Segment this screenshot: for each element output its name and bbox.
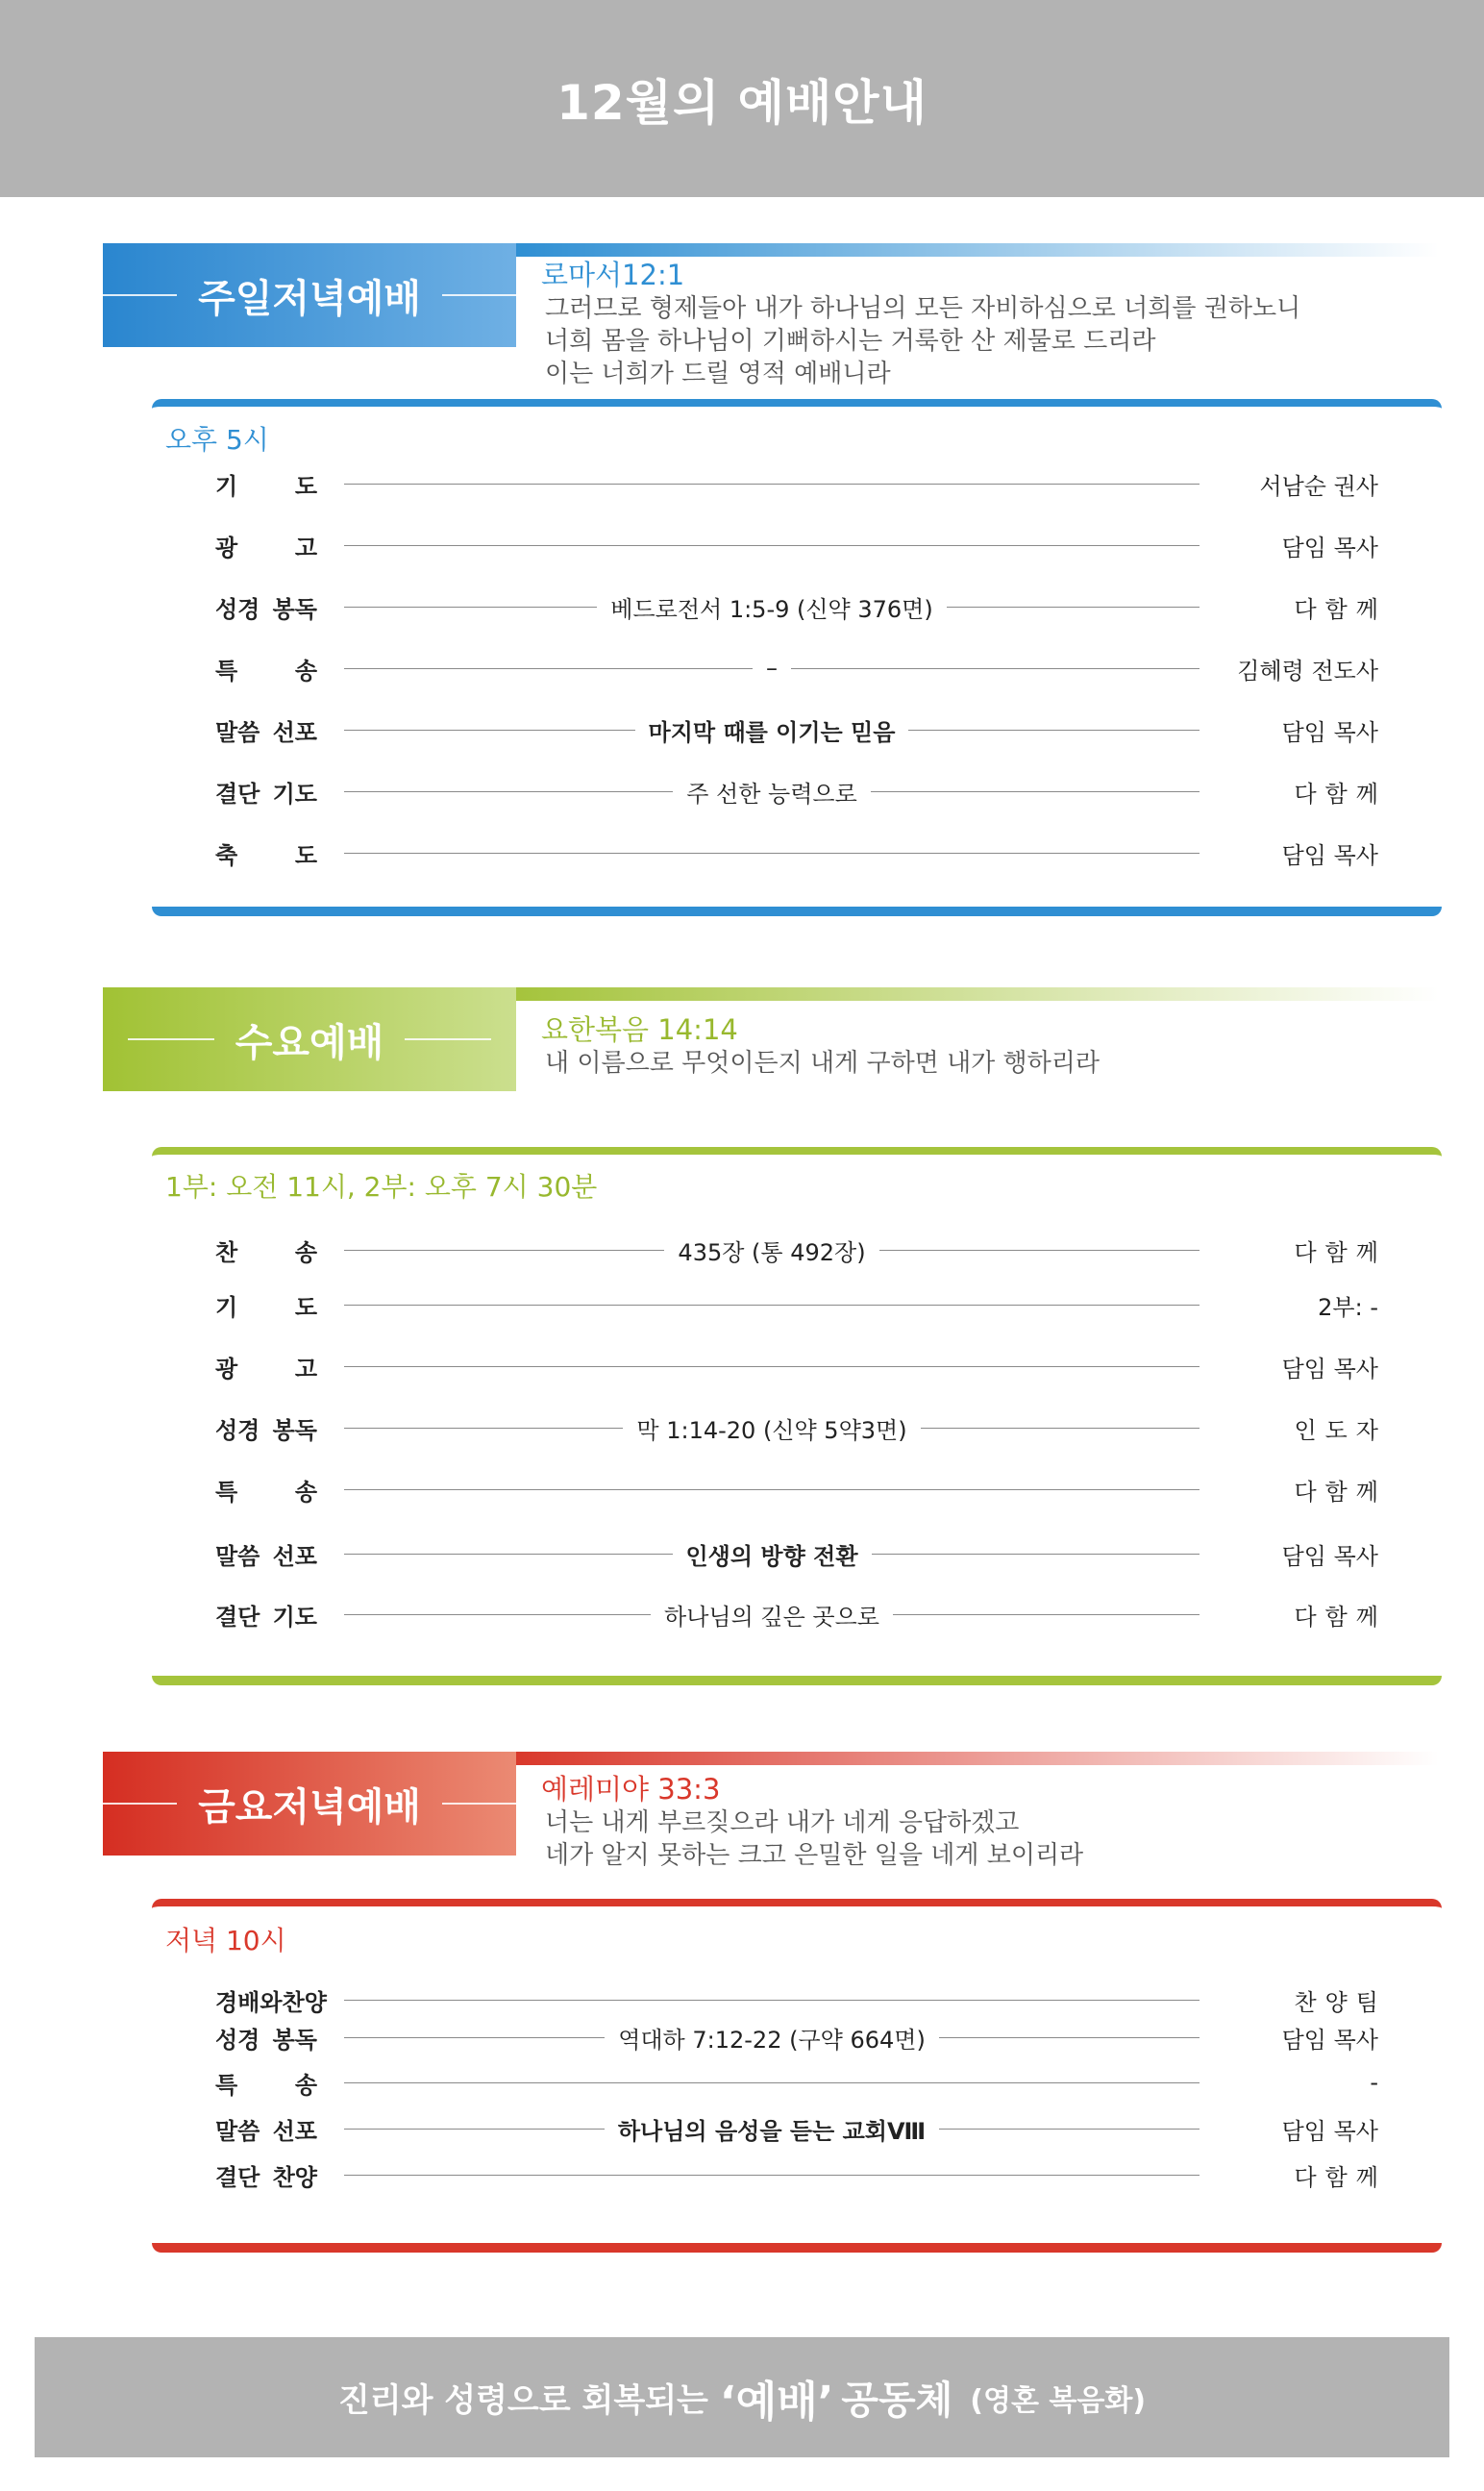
wednesday-time: 1부: 오전 11시, 2부: 오후 7시 30분	[165, 1171, 598, 1203]
sunday-verse-line: 그러므로 형제들아 내가 하나님의 모든 자비하심으로 너희를 권하노니	[545, 294, 1301, 323]
order-row	[0, 772, 1484, 810]
order-person: -	[1370, 2069, 1378, 2096]
order-label-part: 도	[294, 472, 317, 500]
motto-emphasis: ‘예배’	[719, 2377, 834, 2427]
order-person: 담임 목사	[1281, 718, 1378, 746]
wednesday-service-name: 수요예배	[235, 1020, 384, 1065]
friday-top-line	[516, 1752, 1439, 1765]
order-person: 담임 목사	[1281, 534, 1378, 561]
friday-header	[103, 1752, 516, 1856]
header-rule	[442, 1803, 516, 1805]
order-person: 다함께	[1294, 1238, 1387, 1266]
order-label-part: 광	[215, 534, 238, 561]
order-row	[0, 1595, 1484, 1633]
sunday-verse-line: 너희 몸을 하나님이 기뻐하시는 거룩한 산 제물로 드리라	[545, 327, 1156, 356]
order-person: 찬양팀	[1294, 1988, 1387, 2016]
friday-verse-ref: 예레미야 33:3	[541, 1773, 721, 1806]
order-content-text: 하나님의 깊은 곳으로	[651, 1598, 893, 1632]
leader-line	[344, 2175, 1200, 2176]
header-rule	[405, 1038, 491, 1040]
sunday-verse	[541, 258, 1300, 390]
order-label	[215, 1231, 317, 1269]
order-person: 다함께	[1294, 1478, 1387, 1506]
order-content-text: 하나님의 음성을 듣는 교회Ⅷ	[605, 2112, 939, 2146]
order-label-part: 도	[294, 841, 317, 869]
order-person: 2부: -	[1318, 1293, 1378, 1321]
motto-sub: (영혼 복음화)	[970, 2383, 1147, 2418]
order-label-part: 성경	[215, 1416, 260, 1444]
sunday-top-line	[516, 243, 1439, 257]
sunday-time: 오후 5시	[165, 424, 269, 456]
order-person: 담임 목사	[1281, 841, 1378, 869]
order-label-part: 선포	[272, 2117, 317, 2145]
order-label-part: 결단	[215, 780, 260, 808]
order-content	[344, 710, 1200, 749]
bottom-banner	[35, 2337, 1449, 2457]
order-label	[215, 2109, 317, 2148]
sunday-verse-line: 이는 너희가 드릴 영적 예배니라	[545, 360, 891, 388]
motto-pre: 진리와 성령으로 회복되는	[337, 2381, 708, 2420]
order-label	[215, 772, 317, 810]
order-person: 다함께	[1294, 595, 1387, 623]
order-row	[0, 1231, 1484, 1269]
order-label	[215, 2063, 317, 2102]
order-label-part: 말씀	[215, 1542, 260, 1570]
order-row	[0, 1534, 1484, 1573]
order-label-part: 기도	[272, 780, 317, 808]
order-label-part: 성경	[215, 2026, 260, 2054]
order-label-part: 봉독	[272, 2026, 317, 2054]
header-rule	[128, 1038, 214, 1040]
order-label-part: 특	[215, 657, 238, 685]
leader-line	[344, 1305, 1200, 1306]
friday-verse-line: 네가 알지 못하는 크고 은밀한 일을 네게 보이리라	[545, 1841, 1084, 1870]
order-label	[215, 834, 317, 872]
order-label	[215, 1285, 317, 1324]
order-label-part: 성경	[215, 595, 260, 623]
leader-line	[344, 1366, 1200, 1367]
order-content-text: 역대하 7:12-22 (구약 664면)	[605, 2021, 939, 2055]
order-row	[0, 1470, 1484, 1508]
order-row	[0, 2155, 1484, 2194]
wednesday-verse	[541, 1012, 1100, 1080]
order-person: 다함께	[1294, 780, 1387, 808]
leader-line	[344, 545, 1200, 546]
order-row	[0, 1980, 1484, 2019]
order-label-part: 경배와찬양	[215, 1988, 327, 2016]
order-label	[215, 1470, 317, 1508]
motto-post: 공동체	[841, 2379, 953, 2423]
wednesday-verse-ref: 요한복음 14:14	[541, 1013, 738, 1046]
order-row	[0, 587, 1484, 626]
order-content-text: 주 선한 능력으로	[673, 775, 871, 809]
order-person: 김혜령 전도사	[1237, 657, 1378, 685]
order-label-part: 찬양	[272, 2163, 317, 2191]
order-label	[215, 2155, 317, 2194]
order-label-part: 결단	[215, 2163, 260, 2191]
leader-line	[344, 2082, 1200, 2083]
order-label-part: 봉독	[272, 1416, 317, 1444]
order-row	[0, 710, 1484, 749]
wednesday-top-line	[516, 987, 1439, 1001]
order-content	[344, 1231, 1200, 1269]
order-label	[215, 464, 317, 503]
order-label	[215, 2018, 317, 2056]
order-person: 담임 목사	[1281, 2117, 1378, 2145]
order-label	[215, 1980, 327, 2019]
order-content-text: 마지막 때를 이기는 믿음	[635, 713, 909, 747]
order-row	[0, 834, 1484, 872]
order-content	[344, 587, 1200, 626]
order-person: 담임 목사	[1281, 2026, 1378, 2054]
order-label-part: 축	[215, 841, 238, 869]
top-banner	[0, 0, 1484, 197]
order-person: 담임 목사	[1281, 1355, 1378, 1383]
order-label-part: 광	[215, 1355, 238, 1383]
header-rule	[103, 294, 177, 296]
order-content	[344, 649, 1200, 687]
order-content	[344, 1595, 1200, 1633]
order-label	[215, 710, 317, 749]
order-row	[0, 1408, 1484, 1447]
order-content-text: 435장 (통 492장)	[664, 1233, 878, 1267]
order-label-part: 찬	[215, 1238, 238, 1266]
order-person: 담임 목사	[1281, 1542, 1378, 1570]
order-person: 서남순 권사	[1259, 472, 1378, 500]
order-label-part: 송	[294, 657, 317, 685]
sunday-header	[103, 243, 516, 347]
order-row	[0, 464, 1484, 503]
order-content-text: 인생의 방향 전환	[673, 1537, 872, 1571]
order-label	[215, 649, 317, 687]
leader-line	[344, 853, 1200, 854]
order-label-part: 특	[215, 2071, 238, 2099]
order-label-part: 선포	[272, 1542, 317, 1570]
order-label	[215, 587, 317, 626]
order-person: 다함께	[1294, 1603, 1387, 1631]
order-label-part: 선포	[272, 718, 317, 746]
order-label-part: 결단	[215, 1603, 260, 1631]
order-content	[344, 2109, 1200, 2148]
order-label-part: 봉독	[272, 595, 317, 623]
order-label-part: 기	[215, 472, 238, 500]
leader-line	[344, 2000, 1200, 2001]
order-label-part: 송	[294, 1478, 317, 1506]
order-label	[215, 1347, 317, 1385]
header-rule	[103, 1803, 177, 1805]
order-content-text: 막 1:14-20 (신약 5약3면)	[623, 1411, 920, 1445]
order-row	[0, 2018, 1484, 2056]
order-content	[344, 772, 1200, 810]
order-content-text: –	[753, 655, 791, 682]
order-row	[0, 526, 1484, 564]
leader-line	[344, 1489, 1200, 1490]
friday-service-name: 금요저녁예배	[198, 1784, 421, 1830]
friday-time: 저녁 10시	[165, 1925, 286, 1956]
friday-verse-line: 너는 내게 부르짖으라 내가 네게 응답하겠고	[545, 1808, 1020, 1837]
order-label	[215, 1408, 317, 1447]
order-label-part: 송	[294, 2071, 317, 2099]
wednesday-header	[103, 987, 516, 1091]
order-label	[215, 526, 317, 564]
header-rule	[442, 294, 516, 296]
order-person: 인도자	[1294, 1416, 1387, 1444]
order-label	[215, 1534, 317, 1573]
friday-verse	[541, 1772, 1083, 1872]
order-row	[0, 1285, 1484, 1324]
order-person: 다함께	[1294, 2163, 1387, 2191]
order-row	[0, 649, 1484, 687]
wednesday-verse-line: 내 이름으로 무엇이든지 내게 구하면 내가 행하리라	[545, 1049, 1101, 1078]
order-label-part: 고	[294, 534, 317, 561]
order-content-text: 베드로전서 1:5-9 (신약 376면)	[597, 590, 946, 624]
order-content	[344, 2018, 1200, 2056]
order-label-part: 말씀	[215, 718, 260, 746]
order-label-part: 말씀	[215, 2117, 260, 2145]
order-row	[0, 2109, 1484, 2148]
order-label-part: 송	[294, 1238, 317, 1266]
order-content	[344, 1534, 1200, 1573]
order-label-part: 기	[215, 1293, 238, 1321]
order-label-part: 특	[215, 1478, 238, 1506]
order-row	[0, 2063, 1484, 2102]
order-label-part: 고	[294, 1355, 317, 1383]
order-label-part: 도	[294, 1293, 317, 1321]
order-label	[215, 1595, 317, 1633]
order-content	[344, 1408, 1200, 1447]
order-label-part: 기도	[272, 1603, 317, 1631]
leader-line	[344, 484, 1200, 485]
page-title: 12월의 예배안내	[556, 74, 928, 131]
order-row	[0, 1347, 1484, 1385]
sunday-service-name: 주일저녁예배	[198, 276, 421, 321]
sunday-verse-ref: 로마서12:1	[541, 259, 685, 291]
